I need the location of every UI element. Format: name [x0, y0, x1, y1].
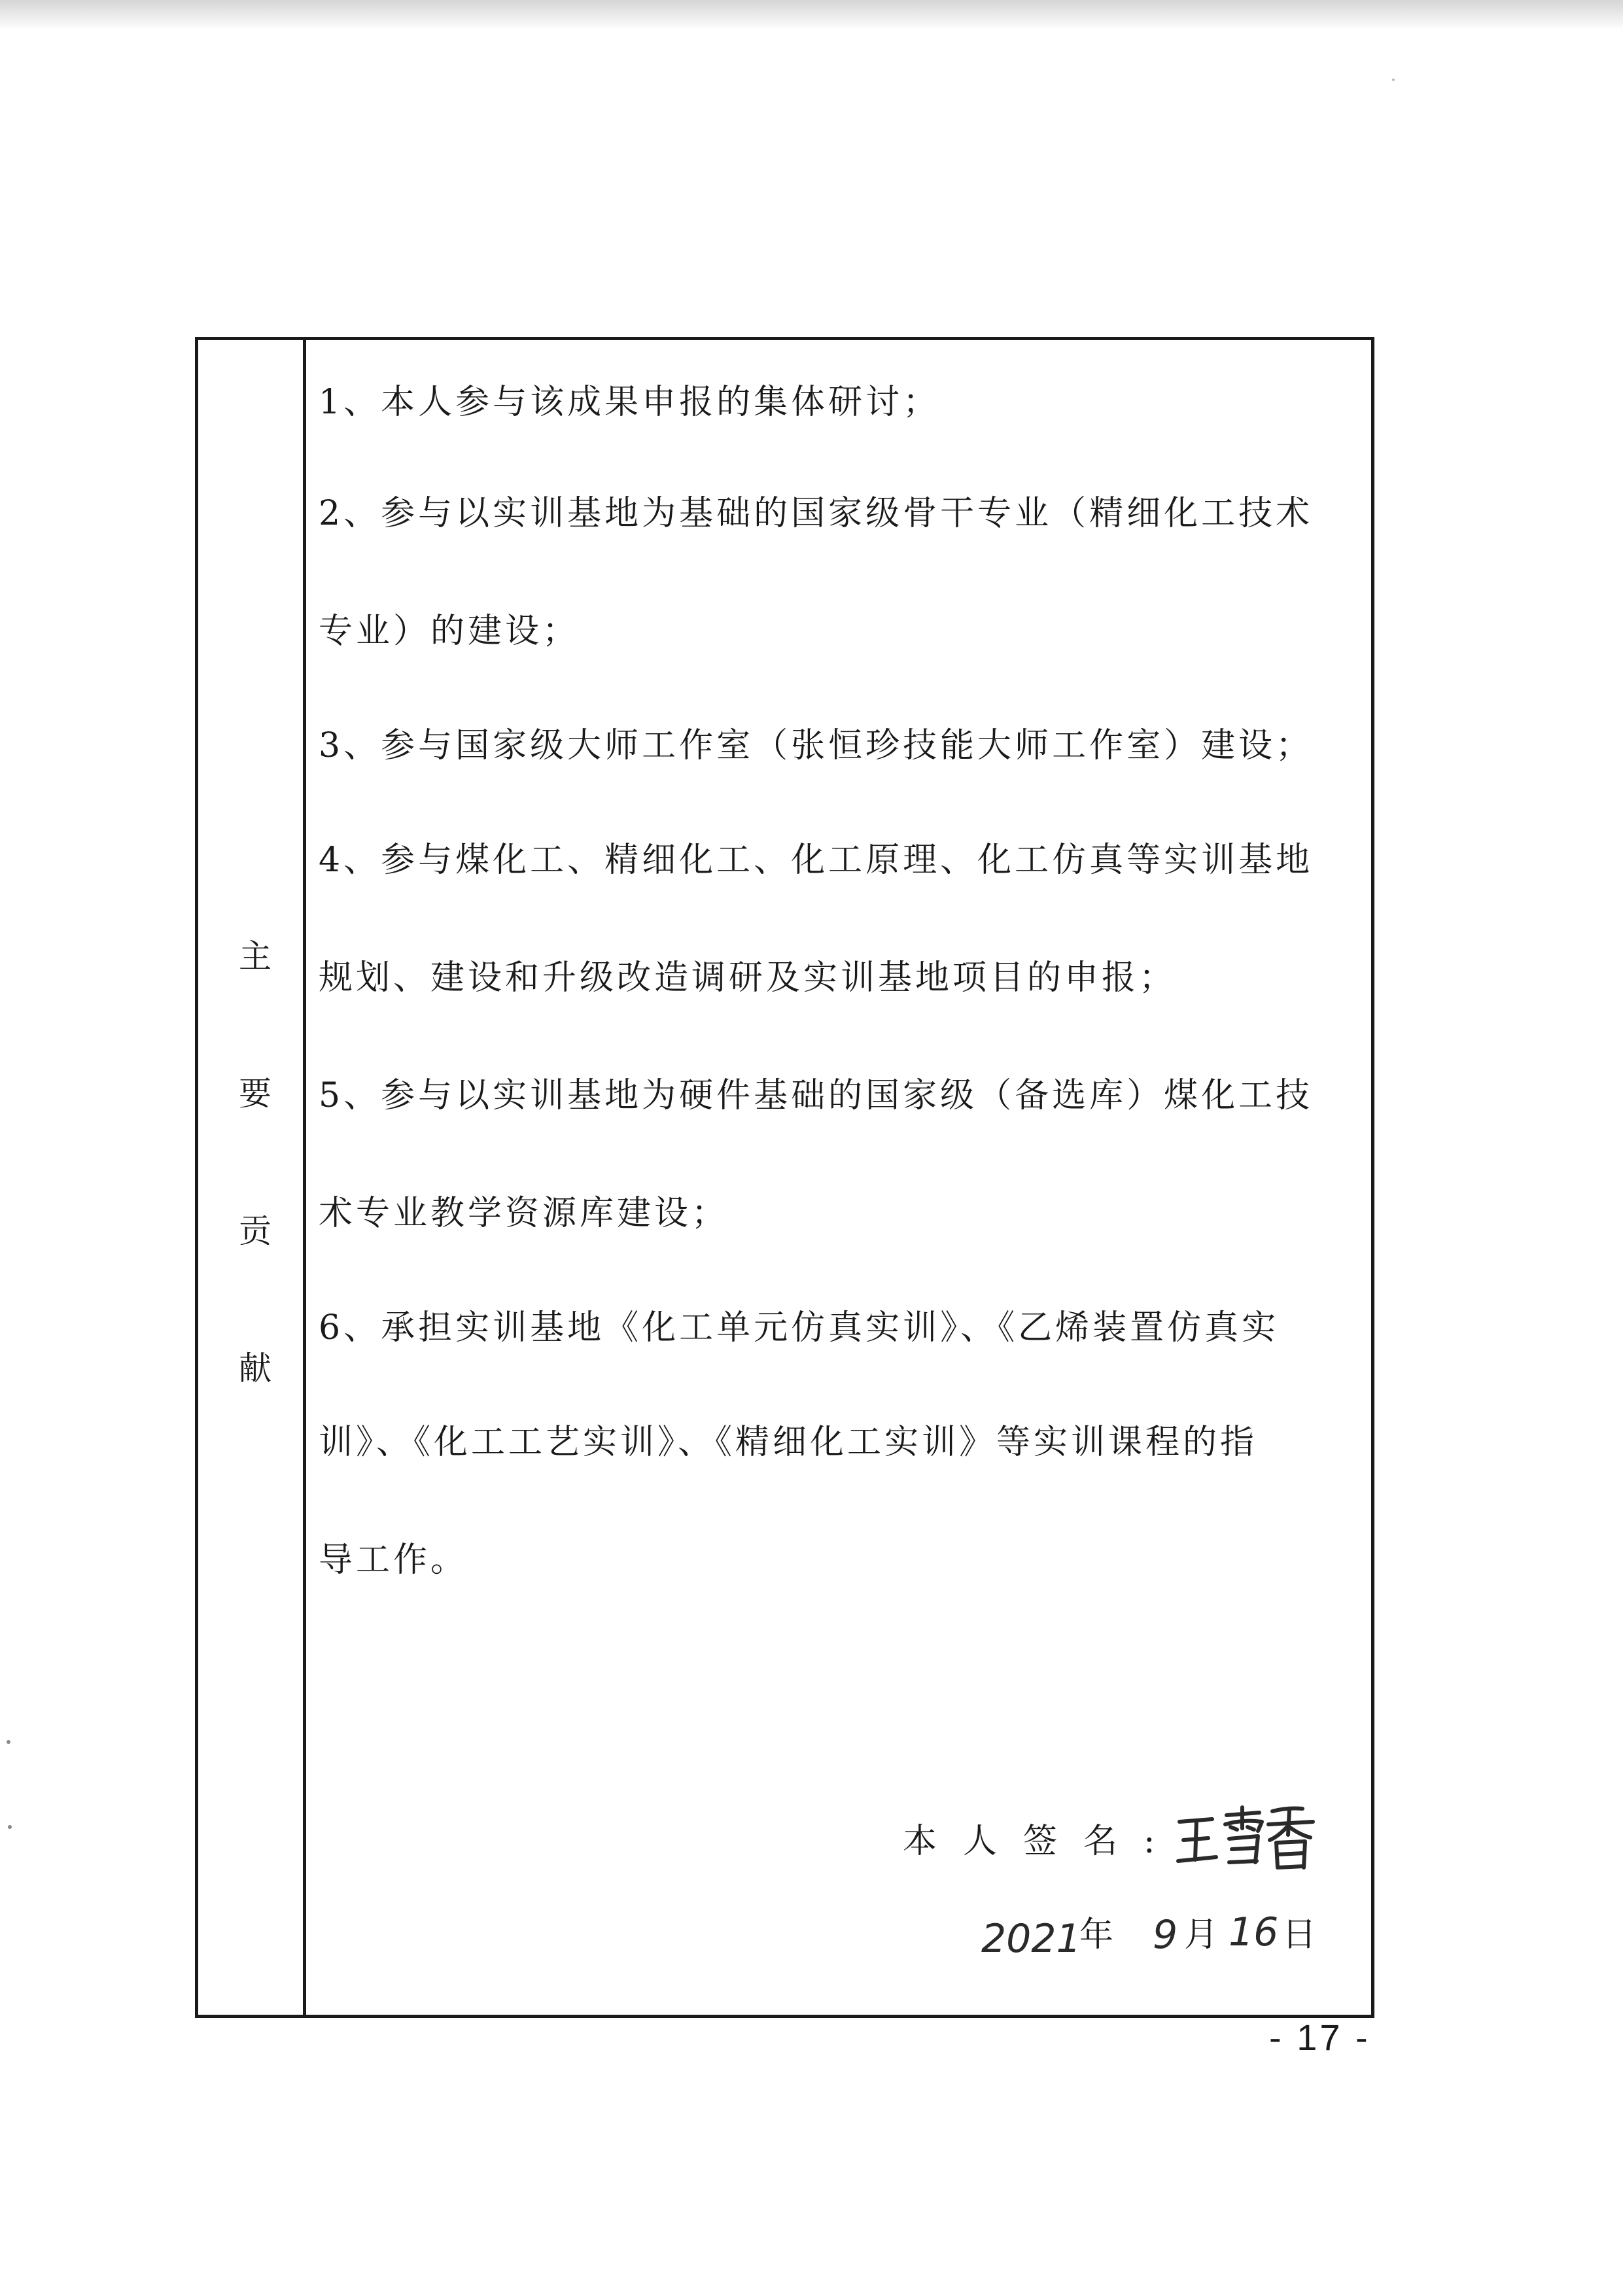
contribution-line: 6、承担实训基地《化工单元仿真实训》、《乙烯装置仿真实 — [319, 1308, 1280, 1348]
section-label-char: 主 — [239, 937, 271, 975]
date-month: 9 — [1153, 1912, 1178, 1958]
table-column-divider — [303, 337, 306, 2018]
signature-label-colon: : — [1143, 1822, 1155, 1861]
date-day-unit: 日 — [1282, 1915, 1317, 1955]
contribution-line: 术专业教学资源库建设； — [319, 1194, 729, 1233]
date-year: 2021 — [981, 1916, 1081, 1962]
signature-date — [981, 1909, 1348, 1974]
contribution-line: 专业）的建设； — [319, 612, 580, 651]
scan-speck — [8, 1825, 12, 1829]
contribution-line: 1、本人参与该成果申报的集体研讨； — [319, 383, 941, 422]
date-year-unit: 年 — [1079, 1915, 1114, 1955]
signature-label-text: 本人签名 — [903, 1822, 1144, 1861]
signature-label — [903, 1818, 1155, 1864]
scan-top-edge — [0, 0, 1623, 30]
scan-speck — [1392, 78, 1395, 81]
contribution-line: 2、参与以实训基地为基础的国家级骨干专业（精细化工技术 — [319, 494, 1314, 533]
contribution-line: 3、参与国家级大师工作室（张恒珍技能大师工作室）建设； — [319, 726, 1314, 765]
page-number: - 17 - — [1269, 2017, 1370, 2058]
contribution-line: 规划、建设和升级改造调研及实训基地项目的申报； — [319, 958, 1177, 998]
contribution-line: 训》、《化工工艺实训》、《精细化工实训》等实训课程的指 — [319, 1423, 1258, 1462]
contribution-line: 导工作。 — [319, 1540, 468, 1580]
date-day: 16 — [1229, 1909, 1279, 1955]
scan-speck — [7, 1740, 10, 1744]
handwritten-signature — [1174, 1802, 1318, 1874]
contribution-line: 4、参与煤化工、精细化工、化工原理、化工仿真等实训基地 — [319, 841, 1314, 880]
date-month-unit: 月 — [1184, 1915, 1219, 1955]
section-label-char: 献 — [239, 1349, 271, 1387]
section-label-char: 贡 — [239, 1212, 271, 1250]
section-label-char: 要 — [239, 1075, 271, 1113]
contribution-line: 5、参与以实训基地为硬件基础的国家级（备选库）煤化工技 — [319, 1076, 1314, 1115]
contribution-table — [195, 337, 1374, 2018]
